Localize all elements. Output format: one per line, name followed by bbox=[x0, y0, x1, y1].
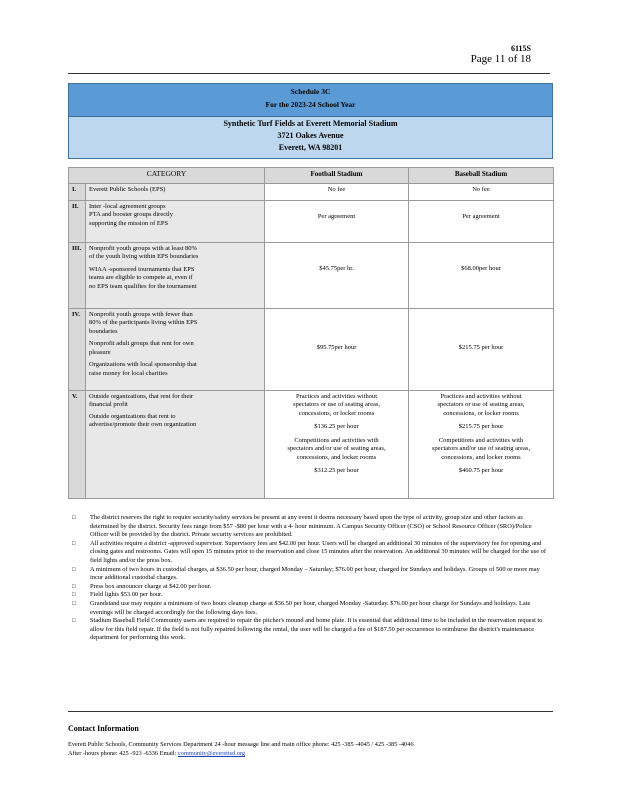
contact-heading: Contact Information bbox=[68, 724, 139, 733]
baseball-fee bbox=[409, 390, 554, 498]
baseball-fee: No fee bbox=[409, 184, 554, 201]
fee-value: $312.25 per hour bbox=[314, 467, 359, 474]
desc-line: 80% of the participants living within EPS bbox=[89, 319, 198, 326]
row-description bbox=[86, 200, 265, 242]
fee-value: $215.75 per hour bbox=[458, 423, 504, 430]
fee-value: $136.25 per hour bbox=[314, 423, 359, 430]
facility-city: Everett, WA 98201 bbox=[278, 143, 343, 152]
desc-line: advertise/promote their own organization bbox=[89, 421, 197, 428]
header-football: Football Stadium bbox=[265, 168, 409, 184]
schedule-banner bbox=[68, 83, 553, 117]
fee-detail: spectators or use of seating areas, bbox=[293, 401, 380, 408]
note-text: All activities require a district -approved supervisor. Supervisory fees are $42.00 per hour. Users will be charged an additional 30 minutes of the supervisory fee for opening and closing gates and restrooms. Gates will open 15 minutes prior to the reservation and close 15 minutes after the reservation. An additional 30 minutes will be charged for the use of field lights and/or the press box. bbox=[90, 539, 546, 564]
desc-line: Nonprofit youth groups with fewer than bbox=[89, 310, 193, 318]
desc-line: of the youth living within EPS boundaries bbox=[89, 253, 199, 260]
desc-line: raise money for local charities bbox=[89, 369, 168, 377]
football-fee bbox=[265, 390, 409, 498]
table-header-row bbox=[69, 168, 554, 184]
bullet-icon: □ bbox=[72, 566, 76, 573]
baseball-fee bbox=[409, 200, 554, 242]
bullet-icon: □ bbox=[72, 592, 76, 599]
header-baseball: Baseball Stadium bbox=[409, 168, 554, 184]
page-number: Page 11 of 18 bbox=[470, 53, 531, 65]
row-description bbox=[86, 184, 265, 201]
row-number: V. bbox=[69, 390, 86, 498]
bullet-icon: □ bbox=[72, 515, 76, 521]
fee-table bbox=[68, 167, 554, 499]
facility-title: Synthetic Turf Fields at Everett Memorial Stadium bbox=[223, 119, 398, 128]
bullet-icon: □ bbox=[72, 600, 76, 607]
contact-line-phone: Everett Public Schools, Community Services Department 24 -hour message line and main office phone: 425 -385 -4045 / 425 -385 -4046 bbox=[68, 741, 414, 748]
football-fee bbox=[265, 242, 409, 308]
note-item bbox=[70, 540, 548, 566]
note-text: The district reserves the right to require security/safety services be present at any event it deems necessary based upon the type of activity, group size and other factors as determined by the district. Security fees range from $57 -$80 per hour with a 4- hour minimum. A Campus Security Officer (CSO) or School Resource Officer (SRO)/Police Officer will be provided by the district. Private security services are prohibited. bbox=[90, 514, 532, 539]
fee-detail: Practices and activities without bbox=[440, 392, 522, 400]
desc-line: boundaries bbox=[89, 327, 118, 335]
desc-line: Outside organizations that rent to bbox=[89, 412, 176, 420]
desc-line: teams are eligible to compete at, even if bbox=[89, 274, 193, 281]
header-category: CATEGORY bbox=[69, 168, 265, 184]
desc-line: Nonprofit youth groups with at least 80% bbox=[89, 244, 197, 252]
football-fee bbox=[265, 200, 409, 242]
fee-value: Per agreement bbox=[317, 212, 356, 220]
table-row bbox=[69, 390, 554, 498]
note-item bbox=[70, 617, 548, 643]
footer-rule bbox=[68, 711, 553, 712]
table-row bbox=[69, 242, 554, 308]
bullet-icon: □ bbox=[72, 540, 76, 547]
bullet-icon: □ bbox=[72, 618, 76, 625]
desc-line: Nonprofit adult groups that rent for own bbox=[89, 340, 194, 347]
note-item bbox=[70, 591, 548, 600]
note-item bbox=[70, 514, 548, 540]
desc-line: WIAA -sponsored tournaments that EPS bbox=[89, 265, 195, 273]
fee-detail: Practices and activities without bbox=[295, 392, 378, 400]
fee-detail: spectators and/or use of seating areas, bbox=[431, 445, 531, 452]
table-row bbox=[69, 184, 554, 201]
fee-detail: Competitions and activities with bbox=[438, 436, 524, 444]
after-hours-text: After -hours phone: 425 -923 -6336 Email: bbox=[68, 750, 177, 757]
row-number: II. bbox=[69, 200, 86, 242]
fee-detail: concessions, and locker rooms bbox=[296, 453, 377, 461]
notes-list bbox=[70, 514, 548, 643]
fee-detail: Competitions and activities with bbox=[294, 436, 379, 444]
contact-line-after-hours bbox=[68, 750, 245, 757]
row-description bbox=[86, 308, 265, 390]
header-rule bbox=[68, 73, 550, 74]
desc-line: PTA and booster groups directly bbox=[89, 211, 173, 218]
note-text: A minimum of two hours in custodial charges, at $36.50 per hour, charged Monday – Saturday; $76.00 per hour, charged for Sundays and holidays. Groups of 500 or more may incur additional custodial charges. bbox=[90, 565, 540, 582]
baseball-fee bbox=[409, 308, 554, 390]
desc-line: Outside organizations, that rent for their bbox=[89, 392, 194, 400]
fee-detail: concessions, or locker rooms bbox=[298, 409, 375, 417]
fee-detail: concessions, and locker rooms bbox=[441, 453, 521, 461]
note-item bbox=[70, 600, 548, 617]
fee-value: $95.75per hour bbox=[316, 343, 357, 351]
note-item bbox=[70, 566, 548, 583]
note-item bbox=[70, 583, 548, 592]
document-code: 6115S bbox=[510, 44, 531, 53]
desc-line: no EPS team qualifies for the tournament bbox=[89, 282, 197, 290]
desc-line: Organizations with local sponsorship that bbox=[89, 361, 197, 368]
desc-line: pleasure bbox=[89, 348, 111, 356]
note-text: Field lights $53.00 per hour. bbox=[90, 591, 163, 599]
row-description bbox=[86, 390, 265, 498]
table-row bbox=[69, 308, 554, 390]
fee-value: $460.75 per hour bbox=[458, 467, 504, 474]
note-text: Stadium Baseball Field Community users are required to repair the pitcher's mound and home plate. It is essential that additional time to be included in the reservation request to allow for this field repair. If the field is not fully repaired following the rental, the user will be charged a fee of $187.50 per occurrence to reimburse the district's maintenance department for performing this work. bbox=[90, 617, 543, 642]
row-number: IV. bbox=[69, 308, 86, 390]
schedule-label: Schedule 3C bbox=[290, 87, 331, 96]
fee-value: $45.75per hr. bbox=[319, 264, 354, 272]
school-year-label: For the 2023-24 School Year bbox=[265, 100, 356, 109]
fee-value: $215.75 per hour bbox=[458, 343, 504, 351]
fee-detail: spectators or use of seating areas, bbox=[437, 401, 525, 408]
fee-detail: spectators and/or use of seating areas, bbox=[287, 445, 386, 452]
row-number: III. bbox=[69, 242, 86, 308]
desc-line: financial profit bbox=[89, 401, 128, 408]
desc-line: Everett Public Schools (EPS) bbox=[89, 186, 166, 193]
fee-detail: concessions, or locker rooms bbox=[443, 409, 519, 417]
facility-banner bbox=[68, 117, 553, 159]
baseball-fee bbox=[409, 242, 554, 308]
football-fee: No fee bbox=[265, 184, 409, 201]
desc-line: Inter -local agreement groups bbox=[89, 202, 166, 210]
email-link[interactable]: community@everettsd.org bbox=[178, 750, 246, 757]
desc-line: supporting the mission of EPS bbox=[89, 219, 169, 227]
bullet-icon: □ bbox=[72, 583, 76, 590]
note-text: Grandstand use may require a minimum of two hours cleanup charge at $36.50 per hour, charged Monday -Saturday. $76.00 per hour charge for Sundays and holidays. Late evenings will be charged accordingly for the following days fees. bbox=[90, 599, 531, 616]
fee-value: $68.00per hour bbox=[461, 264, 501, 272]
facility-address: 3721 Oakes Avenue bbox=[277, 131, 344, 140]
football-fee bbox=[265, 308, 409, 390]
table-row bbox=[69, 200, 554, 242]
row-description bbox=[86, 242, 265, 308]
note-text: Press box announcer charge at $42.00 per hour. bbox=[90, 582, 212, 590]
row-number: I. bbox=[69, 184, 86, 201]
fee-value: Per agreement bbox=[462, 212, 500, 220]
